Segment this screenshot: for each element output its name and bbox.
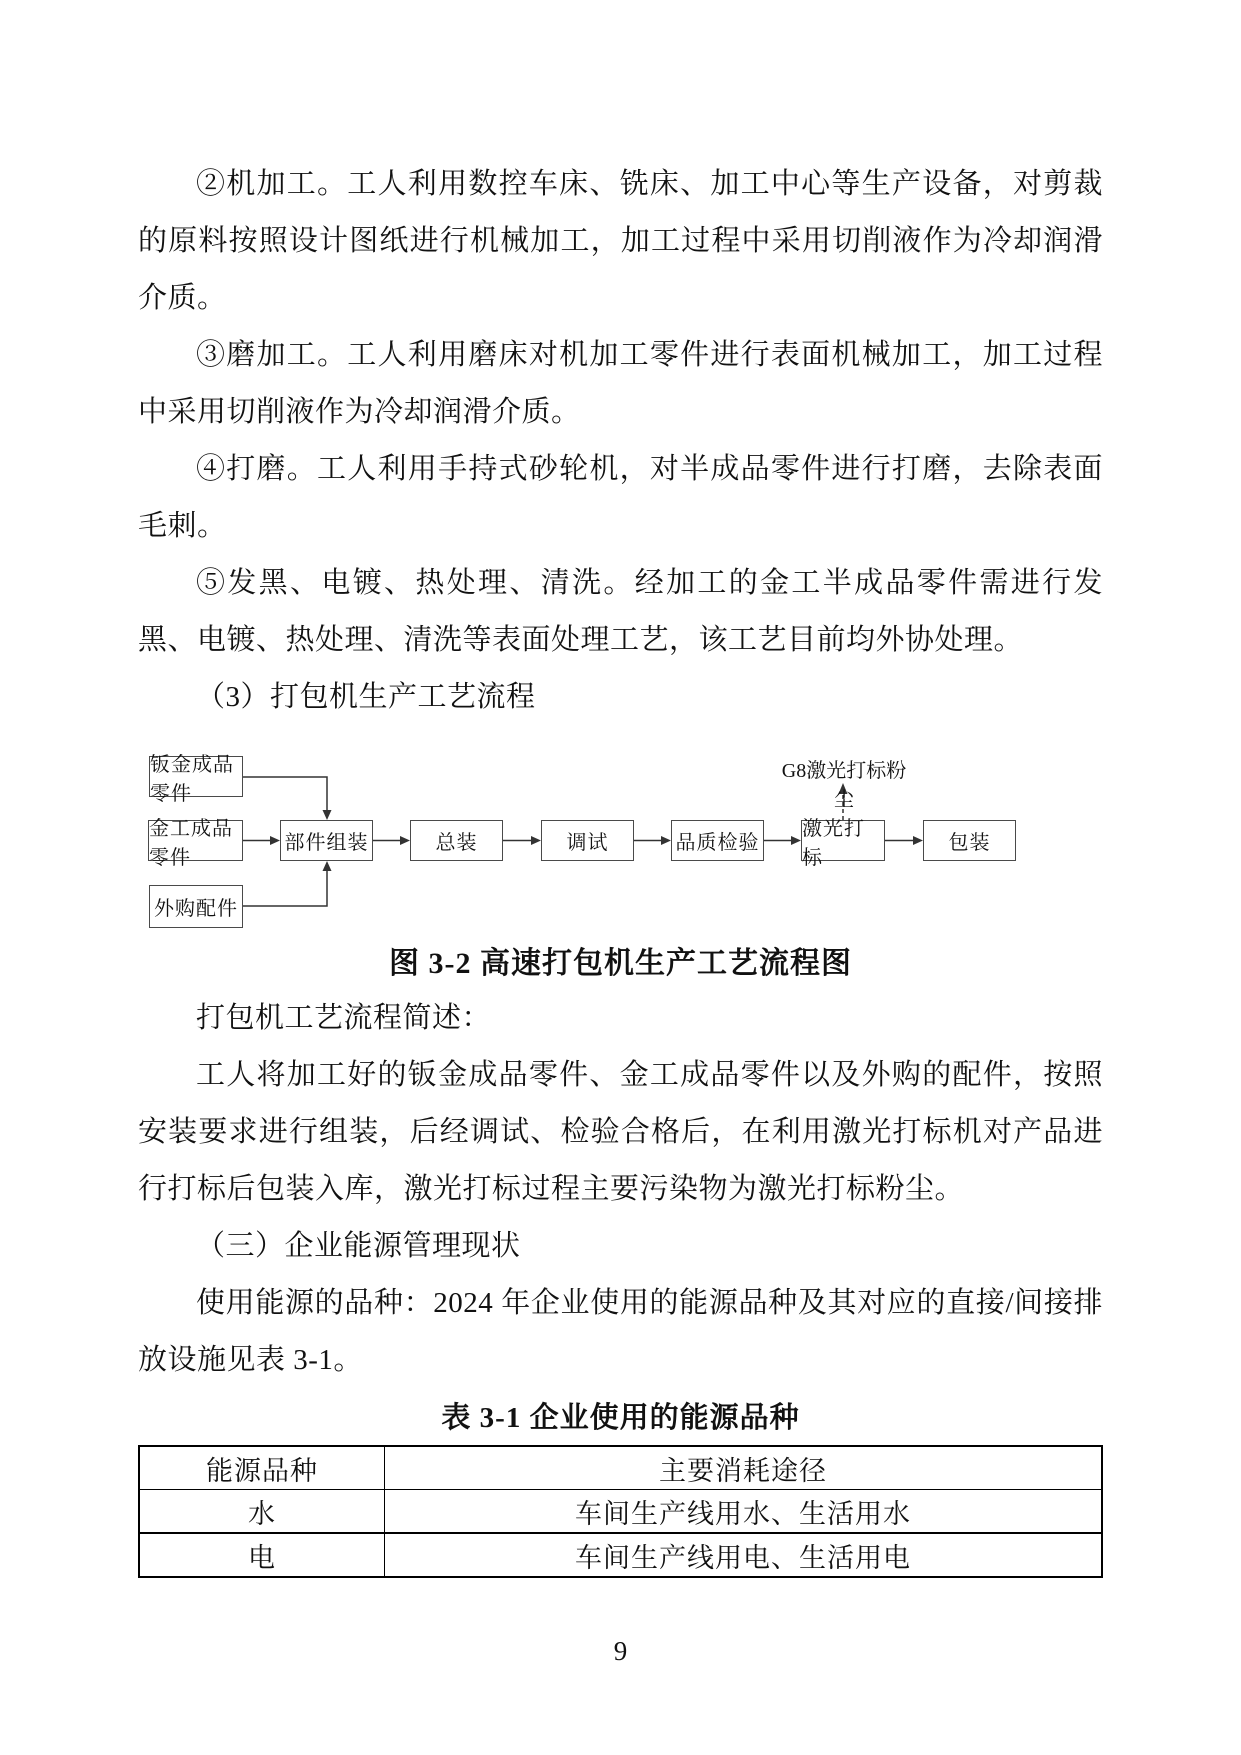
- heading-baler-process: （3）打包机生产工艺流程: [196, 681, 536, 713]
- flow-node-debugging: 调试: [541, 820, 634, 861]
- cell-energy-type-water: 水: [139, 1490, 385, 1534]
- paragraph-step5-surface-treatment: ⑤发黑、电镀、热处理、清洗。经加工的金工半成品零件需进行发黑、电镀、热处理、清洗等表面处理工艺，该工艺目前均外协处理。: [138, 567, 1103, 656]
- heading-energy-management: （三）企业能源管理现状: [196, 1230, 521, 1262]
- arrow-final-to-debug: [503, 836, 541, 845]
- flow-node-quality-inspection: 品质检验: [671, 820, 764, 861]
- process-flowchart: [138, 738, 1103, 938]
- arrow-debug-to-quality: [634, 836, 671, 845]
- arrow-sheet-metal-to-assembly: [243, 777, 332, 820]
- table-row-water: [139, 1490, 1102, 1534]
- flow-node-sheet-metal-finished-parts: 钣金成品零件: [149, 756, 243, 797]
- paragraph-step2-machining: ②机加工。工人利用数控车床、铣床、加工中心等生产设备，对剪裁的原料按照设计图纸进行机械加工，加工过程中采用切削液作为冷却润滑介质。: [138, 168, 1103, 314]
- paragraph-step4-polishing: ④打磨。工人利用手持式砂轮机，对半成品零件进行打磨，去除表面毛刺。: [138, 453, 1103, 542]
- figure-caption: 图 3-2 高速打包机生产工艺流程图: [389, 947, 852, 980]
- cell-consumption-electricity: 车间生产线用电、生活用电: [385, 1533, 1102, 1577]
- cell-consumption-water: 车间生产线用水、生活用水: [385, 1490, 1102, 1534]
- paragraph-energy-intro: 使用能源的品种：2024 年企业使用的能源品种及其对应的直接/间接排放设施见表 3-1。: [138, 1287, 1103, 1376]
- arrow-purchased-to-assembly: [243, 861, 332, 906]
- table-caption: 表 3-1 企业使用的能源品种: [441, 1402, 800, 1434]
- arrow-metalwork-to-assembly: [243, 836, 280, 845]
- arrow-quality-to-laser: [764, 836, 801, 845]
- flow-node-metalwork-finished-parts: 金工成品零件: [148, 820, 243, 861]
- flow-node-purchased-parts: 外购配件: [149, 885, 243, 928]
- arrow-assembly-to-final: [373, 836, 410, 845]
- table-header-row: [139, 1446, 1102, 1490]
- header-consumption-path: 主要消耗途径: [385, 1446, 1102, 1490]
- flow-node-component-assembly: 部件组装: [280, 820, 373, 861]
- flow-node-final-assembly: 总装: [410, 820, 503, 861]
- emission-label: G8激光打标粉尘: [781, 760, 907, 811]
- paragraph-summary-label: 打包机工艺流程简述：: [196, 1002, 492, 1034]
- paragraph-step3-grinding: ③磨加工。工人利用磨床对机加工零件进行表面机械加工，加工过程中采用切削液作为冷却润滑介质。: [138, 339, 1103, 428]
- arrow-laser-to-packing: [885, 836, 923, 845]
- energy-table: [138, 1445, 1103, 1578]
- paragraph-process-summary: 工人将加工好的钣金成品零件、金工成品零件以及外购的配件，按照安装要求进行组装，后经调试、检验合格后，在利用激光打标机对产品进行打标后包装入库，激光打标过程主要污染物为激光打标粉尘。: [138, 1059, 1103, 1205]
- table-row-electricity: [139, 1533, 1102, 1577]
- flow-node-packing: 包装: [923, 820, 1016, 861]
- header-energy-type: 能源品种: [139, 1446, 385, 1490]
- page-number: 9: [613, 1636, 628, 1666]
- cell-energy-type-electricity: 电: [139, 1533, 385, 1577]
- flow-node-laser-marking: 激光打标: [801, 820, 885, 861]
